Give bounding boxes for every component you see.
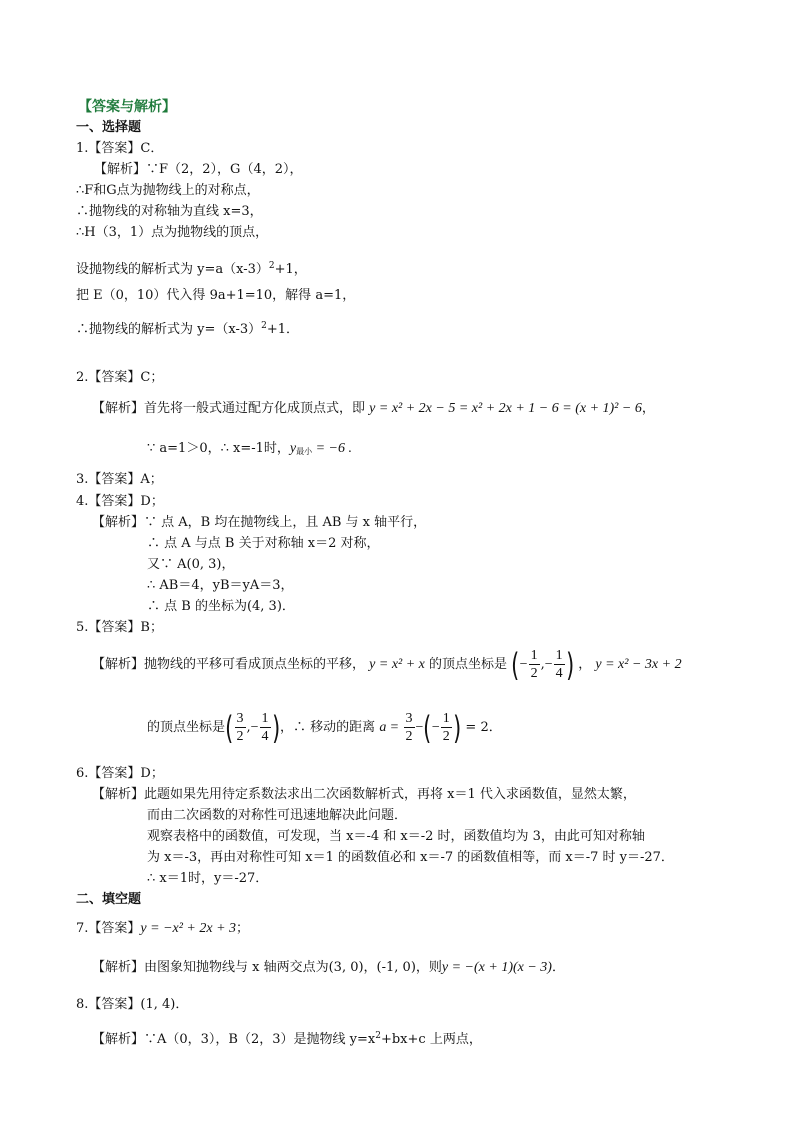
fraction-1-4 [260, 710, 271, 745]
left-paren: ( [511, 645, 520, 684]
q7-analysis-text: 【解析】由图象知抛物线与 x 轴两交点为(3, 0)，(-1, 0)，则 [92, 960, 442, 975]
left-paren: ( [423, 708, 432, 747]
minus-sign: − [250, 720, 259, 735]
q5-answer: 5.【答案】B； [76, 620, 163, 635]
q6-analysis-line-2: 而由二次函数的对称性可迅速地解决此问题． [147, 808, 408, 823]
q1-analysis-line-5 [76, 256, 307, 280]
q5-analysis-line-1 [92, 645, 682, 685]
q4-analysis-line-4: ∴ AB＝4，yB＝yA＝3， [147, 578, 294, 593]
numerator: 1 [442, 711, 450, 726]
right-paren: ) [452, 708, 462, 747]
section-heading-fill: 二、填空题 [76, 892, 142, 907]
q1-l7-text: ∴抛物线的解析式为 y=（x-3） [76, 322, 262, 337]
q2-l2-y: y [289, 441, 297, 456]
q1-l7-tail: +1． [266, 322, 300, 337]
q2-analysis-line-2 [147, 439, 352, 462]
q6-answer: 6.【答案】D； [76, 766, 164, 781]
numerator: 3 [236, 711, 244, 726]
fraction-3-2 [235, 710, 246, 745]
fraction-1-4 [554, 647, 565, 682]
distance-variable: a [379, 720, 387, 735]
q5-vertex-2: ( $\frac{3}{2}$ ,− $\frac{1}{4}$ ) [225, 708, 280, 747]
section-heading-choice: 一、选择题 [76, 120, 142, 135]
q2-l1-text: 【解析】首先将一般式通过配方化成顶点式，即 [92, 401, 366, 416]
q1-l7-exponent: 2 [261, 321, 267, 331]
q1-l5-text: 设抛物线的解析式为 y=a（x-3） [76, 262, 269, 277]
q7-answer-line [76, 919, 249, 939]
q2-l1-formula: y = x² + 2x − 5 = x² + 2x + 1 − 6 = (x + 1)² − 6 [369, 401, 642, 416]
right-paren: ) [565, 645, 574, 684]
q2-l2-sub: 最小 [296, 447, 313, 456]
q5-l2-result: = 2． [461, 720, 502, 735]
q2-analysis-line-1 [92, 399, 655, 419]
q7-end: ； [236, 921, 250, 936]
q5-l1-formula-1: y = x² + x [369, 657, 425, 672]
left-paren: ( [225, 708, 234, 747]
denominator: 4 [555, 666, 563, 681]
section-title-answers: 【答案与解析】 [78, 99, 176, 115]
q1-analysis-line-6: 把 E（0，10）代入得 9a+1=10，解得 a=1， [76, 288, 356, 303]
q2-l1-tail: ， [641, 401, 655, 416]
minus-sign: − [415, 720, 424, 735]
numerator: 3 [405, 711, 413, 726]
q5-l1-text: 【解析】抛物线的平移可看成顶点坐标的平移， [92, 657, 366, 672]
denominator: 4 [261, 729, 269, 744]
q6-analysis-line-3: 观察表格中的函数值，可发现，当 x＝-4 和 x＝-2 时，函数值均为 3，由此可知对称轴 [147, 829, 645, 844]
q1-analysis-line-4: ∴H（3，1）点为抛物线的顶点， [76, 225, 269, 240]
q1-l5-exponent: 2 [268, 261, 275, 271]
q5-l2-distance-text: ，∴ 移动的距离 [280, 720, 376, 735]
q1-analysis-line-2: ∴F和G点为抛物线上的对称点， [76, 183, 260, 198]
q8-analysis-text: 【解析】∵A（0，3），B（2，3）是抛物线 y=x [92, 1032, 376, 1047]
q8-answer: 8.【答案】(1, 4)． [76, 997, 189, 1012]
fraction-1-2 [441, 710, 452, 745]
q4-analysis-line-1: 【解析】∵ 点 A，B 均在抛物线上，且 AB 与 x 轴平行， [92, 515, 427, 530]
q8-exponent: 2 [375, 1031, 381, 1041]
numerator: 1 [555, 648, 563, 663]
right-paren: ) [271, 708, 280, 747]
q1-answer: 1.【答案】C． [76, 141, 164, 156]
q4-analysis-line-5: ∴ 点 B 的坐标为(4, 3)． [147, 599, 295, 614]
q1-analysis-line-3: ∴抛物线的对称轴为直线 x=3， [76, 204, 263, 219]
q5-analysis-line-2 [147, 708, 502, 748]
minus-sign: − [544, 657, 553, 672]
q1-analysis-line-7 [76, 316, 299, 340]
q4-analysis-line-2: ∴ 点 A 与点 B 关于对称轴 x＝2 对称， [147, 536, 380, 551]
denominator: 2 [442, 729, 450, 744]
q4-analysis-line-3: 又∵ A(0, 3)， [147, 557, 235, 572]
q4-answer: 4.【答案】D； [76, 494, 164, 509]
q5-l1-comma: ， [578, 657, 592, 672]
q7-answer: 7.【答案】 [76, 921, 141, 936]
q6-analysis-line-5: ∴ x＝1时，y＝-27． [147, 871, 269, 886]
q2-l2-text: ∵ a=1＞0，∴ x=-1时， [147, 441, 290, 456]
q3-answer: 3.【答案】A； [76, 472, 163, 487]
q2-answer: 2.【答案】C； [76, 370, 164, 385]
q7-analysis [92, 958, 565, 978]
fraction-3-2 [404, 710, 415, 745]
denominator: 2 [236, 729, 244, 744]
q2-l2-value: = −6 . [312, 441, 353, 456]
q5-l1-vertex-text: 的顶点坐标是 [424, 657, 508, 672]
q7-analysis-formula: y = −(x + 1)(x − 3) [441, 960, 552, 975]
numerator: 1 [530, 648, 538, 663]
q5-l1-formula-2: y = x² − 3x + 2 [595, 657, 682, 672]
denominator: 2 [530, 666, 538, 681]
numerator: 1 [261, 711, 269, 726]
equals-sign: = [390, 720, 399, 735]
fraction-1-2 [529, 647, 540, 682]
q7-formula: y = −x² + 2x + 3 [140, 921, 237, 936]
q6-analysis-line-4: 为 x＝-3，再由对称性可知 x＝1 的函数值必和 x＝-7 的函数值相等，而 x＝-7 时 y＝-27． [147, 850, 674, 865]
minus-sign: − [519, 657, 528, 672]
q1-l5-tail: +1， [274, 262, 307, 277]
q7-analysis-end: ． [551, 960, 565, 975]
q5-vertex-1: (− $\frac{1}{2}$ ,− $\frac{1}{4}$ ) [511, 645, 574, 684]
q8-analysis [92, 1026, 482, 1050]
q8-analysis-tail: +bx+c 上两点， [380, 1032, 482, 1047]
q1-analysis-line-1: 【解析】∵F（2，2），G（4，2）， [94, 162, 303, 177]
minus-sign: − [431, 720, 440, 735]
q5-l2-text: 的顶点坐标是 [147, 720, 226, 735]
denominator: 2 [405, 729, 413, 744]
q6-analysis-line-1: 【解析】此题如果先用待定系数法求出二次函数解析式，再将 x＝1 代入求函数值，显然太繁， [92, 787, 636, 802]
